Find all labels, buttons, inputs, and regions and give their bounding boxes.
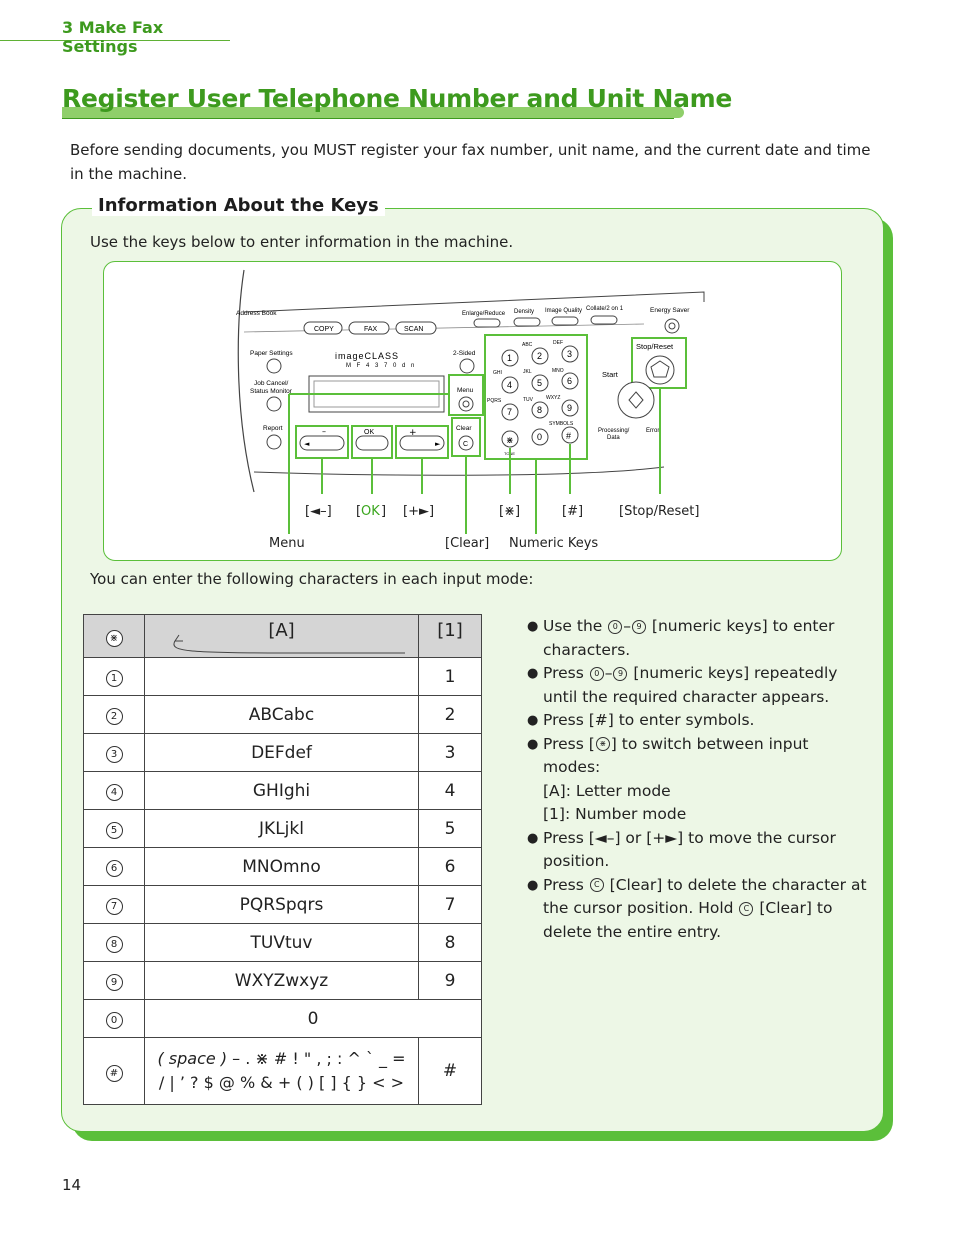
letters-cell: GHIghi [145, 772, 419, 810]
title-underline-line [62, 118, 674, 119]
table-row-zero [84, 1000, 482, 1038]
tone-key-icon: ⋇ [596, 737, 610, 751]
letters-cell: JKLjkl [145, 810, 419, 848]
numeric-key-7-label: 7 [507, 407, 513, 417]
minus-icon: – [322, 427, 326, 436]
number-cell: 7 [419, 886, 482, 924]
bullet-icon: ● [527, 666, 539, 681]
symbols-line-2: / | ’ ? $ @ % & + ( ) [ ] { } < > [158, 1073, 405, 1092]
letters-cell: WXYZwxyz [145, 962, 419, 1000]
hash-key-icon: # [566, 431, 572, 441]
bullet-icon: ● [527, 736, 539, 752]
right-arrow-icon: ► [435, 440, 441, 448]
numeric-key-0-label: 0 [537, 432, 543, 442]
letters-cell: PQRSpqrs [145, 886, 419, 924]
brand-label: imageCLASS [335, 351, 400, 361]
panel-title: Information About the Keys [92, 195, 385, 216]
callout-left-key: [◄–] [305, 504, 332, 519]
numeric-key-0-icon: 0 [590, 667, 604, 681]
numeric-key-6-label: 6 [567, 376, 573, 386]
panel-bottom-line [254, 467, 664, 475]
stop-reset-key[interactable] [646, 356, 674, 384]
callout-ok-close: ] [381, 504, 387, 519]
bullet-icon: ● [527, 830, 539, 846]
header-mode-a [145, 615, 419, 658]
numeric-key-6-icon: 6 [106, 860, 123, 877]
number-cell: 9 [419, 962, 482, 1000]
note-item: ● Press [ ⋇ ] to switch between input modes: [A]: Letter mode [1]: Number mode [527, 733, 867, 827]
numeric-key-1-icon: 1 [106, 670, 123, 687]
keypad-letters-abc: ABC [522, 342, 533, 348]
note-item: ● Use the 0 – 9 [numeric keys] to enter characters. [527, 617, 835, 659]
numeric-key-7-icon: 7 [106, 898, 123, 915]
callout-hash-key: [#] [562, 504, 584, 519]
control-panel-illustration [104, 262, 841, 560]
number-cell: 6 [419, 848, 482, 886]
keypad-letters-def: DEF [553, 340, 563, 346]
keypad-letters-tuv: TUV [523, 397, 533, 403]
label-collate: Collate/2 on 1 [586, 306, 624, 312]
label-error: Error [646, 428, 660, 434]
status-monitor-button[interactable] [267, 397, 281, 411]
label-image-quality: Image Quality [545, 308, 583, 314]
menu-key-label: Menu [457, 387, 474, 394]
menu-key[interactable] [459, 397, 473, 411]
label-status-monitor: Status Monitor [250, 388, 292, 395]
numeric-key-5-icon: 5 [106, 822, 123, 839]
number-mode-note: [1]: Number mode [543, 805, 687, 823]
callout-clear: [Clear] [445, 536, 490, 551]
label-job-cancel: Job Cancel/ [254, 380, 289, 387]
scan-label: SCAN [404, 326, 424, 333]
left-arrow-icon: ◄ [304, 440, 310, 448]
label-energy-saver: Energy Saver [650, 307, 690, 314]
label-processing: Processing/ [598, 428, 630, 434]
paper-settings-button[interactable] [267, 359, 281, 373]
label-enlarge-reduce: Enlarge/Reduce [462, 311, 506, 317]
page-title: Register User Telephone Number and Unit Name [62, 84, 733, 113]
callout-stop-reset: [Stop/Reset] [619, 504, 700, 519]
note-item: ● Press 0 – 9 [numeric keys] repeatedly until the required character appears. [527, 664, 838, 706]
number-cell: 3 [419, 734, 482, 772]
number-cell: 2 [419, 696, 482, 734]
section-title: 3 Make Fax Settings [62, 18, 164, 56]
stop-reset-key-label: Stop/Reset [636, 342, 674, 351]
keypad-letters-pqrs: PQRS [487, 398, 502, 404]
mode-a-label: [A] [268, 619, 295, 641]
label-two-sided: 2-Sided [453, 350, 476, 357]
table-row [84, 810, 482, 848]
symbols-number-cell: # [419, 1038, 482, 1105]
clear-c-icon: C [463, 441, 469, 448]
numeric-key-9-label: 9 [567, 403, 573, 413]
character-table [83, 614, 482, 1105]
table-row [84, 696, 482, 734]
keys-intro: Use the keys below to enter information in the machine. [90, 233, 514, 251]
clear-key-icon: C [739, 902, 753, 916]
keypad-letters-mno: MNO [552, 368, 564, 374]
callout-menu: Menu [269, 536, 305, 551]
numeric-key-2-label: 2 [537, 351, 543, 361]
numeric-keypad [487, 340, 578, 456]
energy-saver-button[interactable] [665, 319, 679, 333]
letter-mode-note: [A]: Letter mode [543, 781, 671, 800]
numeric-key-4-icon: 4 [106, 784, 123, 801]
number-cell: 8 [419, 924, 482, 962]
table-header-row [84, 615, 482, 658]
keypad-letters-symbols: SYMBOLS [549, 421, 574, 427]
numeric-key-5-label: 5 [537, 378, 543, 388]
symbols-line-1: – . ⋇ # ! " , ; : ^ ` _ = [227, 1049, 406, 1068]
note-item: ● Press [#] to enter symbols. [527, 709, 867, 733]
numeric-key-9-icon: 9 [106, 974, 123, 991]
start-key[interactable] [618, 382, 654, 418]
section-header [0, 18, 230, 56]
header-key-cell [84, 615, 145, 658]
bullet-icon: ● [527, 877, 539, 893]
table-row-symbols [84, 1038, 482, 1105]
key-notes-list [527, 615, 867, 944]
tone-key-icon: ⋇ [106, 630, 123, 647]
label-address-book: Address Book [236, 310, 277, 317]
clear-key-icon: C [590, 878, 604, 892]
numeric-key-8-label: 8 [537, 405, 543, 415]
intro-paragraph: Before sending documents, you MUST register your fax number, unit name, and the current date and time in the machine. [70, 141, 871, 183]
keypad-letters-wxyz: WXYZ [546, 395, 561, 401]
hash-key-icon: # [106, 1065, 123, 1082]
bullet-icon: ● [527, 713, 539, 728]
plus-icon: + [409, 428, 417, 438]
letters-cell: ABCabc [145, 696, 419, 734]
numeric-key-4-label: 4 [507, 380, 513, 390]
tone-key-icon: ⋇ [506, 436, 514, 446]
numeric-key-0-icon: 0 [106, 1012, 123, 1029]
numeric-key-2-icon: 2 [106, 708, 123, 725]
letters-cell: TUVtuv [145, 924, 419, 962]
numeric-key-3-label: 3 [567, 349, 573, 359]
collate-button[interactable] [591, 316, 617, 324]
space-symbol: ( space ) [157, 1049, 228, 1068]
bullet-icon: ● [527, 619, 539, 634]
label-data: Data [607, 435, 620, 441]
density-button[interactable] [514, 318, 540, 326]
clear-key-label: Clear [456, 425, 472, 432]
control-panel-diagram [103, 261, 842, 561]
image-quality-button[interactable] [552, 317, 578, 325]
model-label: M F 4 3 7 0 d n [346, 363, 417, 369]
table-row [84, 924, 482, 962]
chars-intro: You can enter the following characters in each input mode: [90, 570, 534, 588]
table-row [84, 772, 482, 810]
callout-tone-key: [⋇] [499, 504, 521, 519]
numeric-key-3-icon: 3 [106, 746, 123, 763]
table-row [84, 962, 482, 1000]
ok-key-label: OK [364, 429, 375, 436]
table-row [84, 658, 482, 696]
number-cell: 1 [419, 658, 482, 696]
keypad-letters-tone: TONE [504, 451, 516, 456]
header-mode-1 [419, 615, 482, 658]
table-row [84, 734, 482, 772]
symbols-cell [145, 1038, 419, 1105]
numeric-key-1-label: 1 [507, 353, 513, 363]
fax-label: FAX [364, 326, 378, 333]
panel-top-line [244, 292, 704, 312]
label-paper-settings: Paper Settings [250, 350, 293, 357]
keypad-letters-ghi: GHI [493, 370, 502, 376]
two-sided-button[interactable] [460, 359, 474, 373]
page-number: 14 [62, 1176, 82, 1194]
note-item: ● Press [◄–] or [+►] to move the cursor position. [527, 828, 836, 870]
callout-ok-open: [ [356, 504, 362, 519]
letters-cell: DEFdef [145, 734, 419, 772]
copy-label: COPY [314, 326, 334, 333]
table-row [84, 886, 482, 924]
callout-ok-key: OK [361, 504, 380, 519]
start-key-label: Start [602, 370, 618, 379]
callout-numeric-keys: Numeric Keys [509, 536, 599, 551]
report-button[interactable] [267, 435, 281, 449]
numeric-key-9-icon: 9 [613, 667, 627, 681]
letters-cell: MNOmno [145, 848, 419, 886]
panel-edge-left [238, 270, 254, 492]
note-item: ● Press C [Clear] to delete the character at the cursor position. Hold C [Clear] to delete the entire entry. [527, 875, 867, 941]
ok-key[interactable] [356, 436, 388, 450]
keypad-letters-jkl: JKL [523, 369, 532, 375]
enlarge-reduce-button[interactable] [474, 319, 500, 327]
numeric-key-0-icon: 0 [608, 620, 622, 634]
number-cell: 4 [419, 772, 482, 810]
callout-right-key: [+►] [403, 504, 435, 519]
numeric-key-9-icon: 9 [632, 620, 646, 634]
zero-cell: 0 [145, 1000, 482, 1038]
mode-1-label: [1] [437, 619, 463, 641]
label-density: Density [514, 309, 535, 315]
letters-cell [145, 658, 419, 696]
numeric-key-8-icon: 8 [106, 936, 123, 953]
label-report: Report [263, 425, 283, 432]
table-row [84, 848, 482, 886]
number-cell: 5 [419, 810, 482, 848]
